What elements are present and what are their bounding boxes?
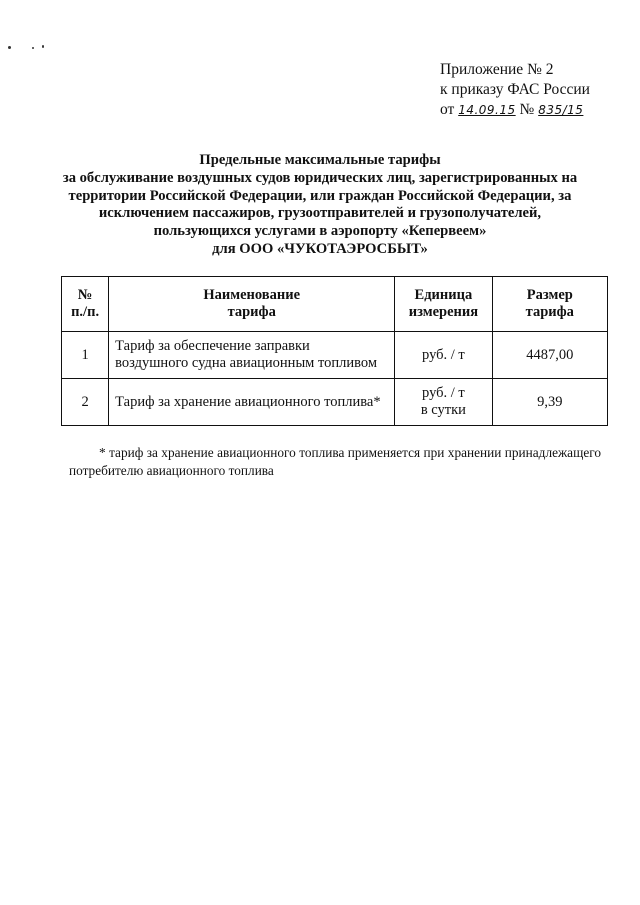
row-size: 4487,00 [492,332,607,379]
footnote: * тариф за хранение авиационного топлива применяется при хранении принадлежащего потребителю авиационного топлива [69,445,601,478]
row-num: 1 [62,332,109,379]
document-title [40,152,600,259]
title-line: Предельные максимальные тарифы [199,152,441,168]
row-num: 2 [62,379,109,426]
appendix-date-number [440,100,590,120]
row-unit: руб. / т [395,332,492,379]
title-line: пользующихся услугами в аэропорту «Кепервеем» [153,223,487,240]
title-line: исключением пассажиров, грузоотправителей и грузополучателей, [98,205,542,222]
header-unit: Единица измерения [395,277,492,332]
date-prefix: от [440,101,455,118]
row-name: Тариф за хранение авиационного топлива* [109,379,395,426]
appendix-title: Приложение № 2 [440,61,554,78]
title-line: для ООО «ЧУКОТАЭРОСБЫТ» [212,240,428,257]
scan-speck [32,47,34,49]
row-size: 9,39 [492,379,607,426]
row-unit: руб. / т в сутки [395,379,492,426]
tariff-table [61,276,608,426]
title-line: территории Российской Федерации, или граждан Российской Федерации, за [68,187,572,204]
scan-speck [42,45,44,48]
header-size: Размер тарифа [492,277,607,332]
number-prefix: № [519,101,535,118]
header-num: № п./п. [62,277,109,332]
scan-speck [8,46,11,49]
order-date: 14.09.15 [458,103,516,117]
appendix-order-ref: к приказу ФАС России [440,81,590,98]
table-header-row [62,277,608,332]
order-number: 835/15 [538,103,584,117]
table-row [62,332,608,379]
table-row [62,379,608,426]
appendix-block [440,60,590,120]
row-name: Тариф за обеспечение заправки воздушного судна авиационным топливом [109,332,395,379]
header-name: Наименование тарифа [109,277,395,332]
title-line: за обслуживание воздушных судов юридических лиц, зарегистрированных на [62,169,578,186]
